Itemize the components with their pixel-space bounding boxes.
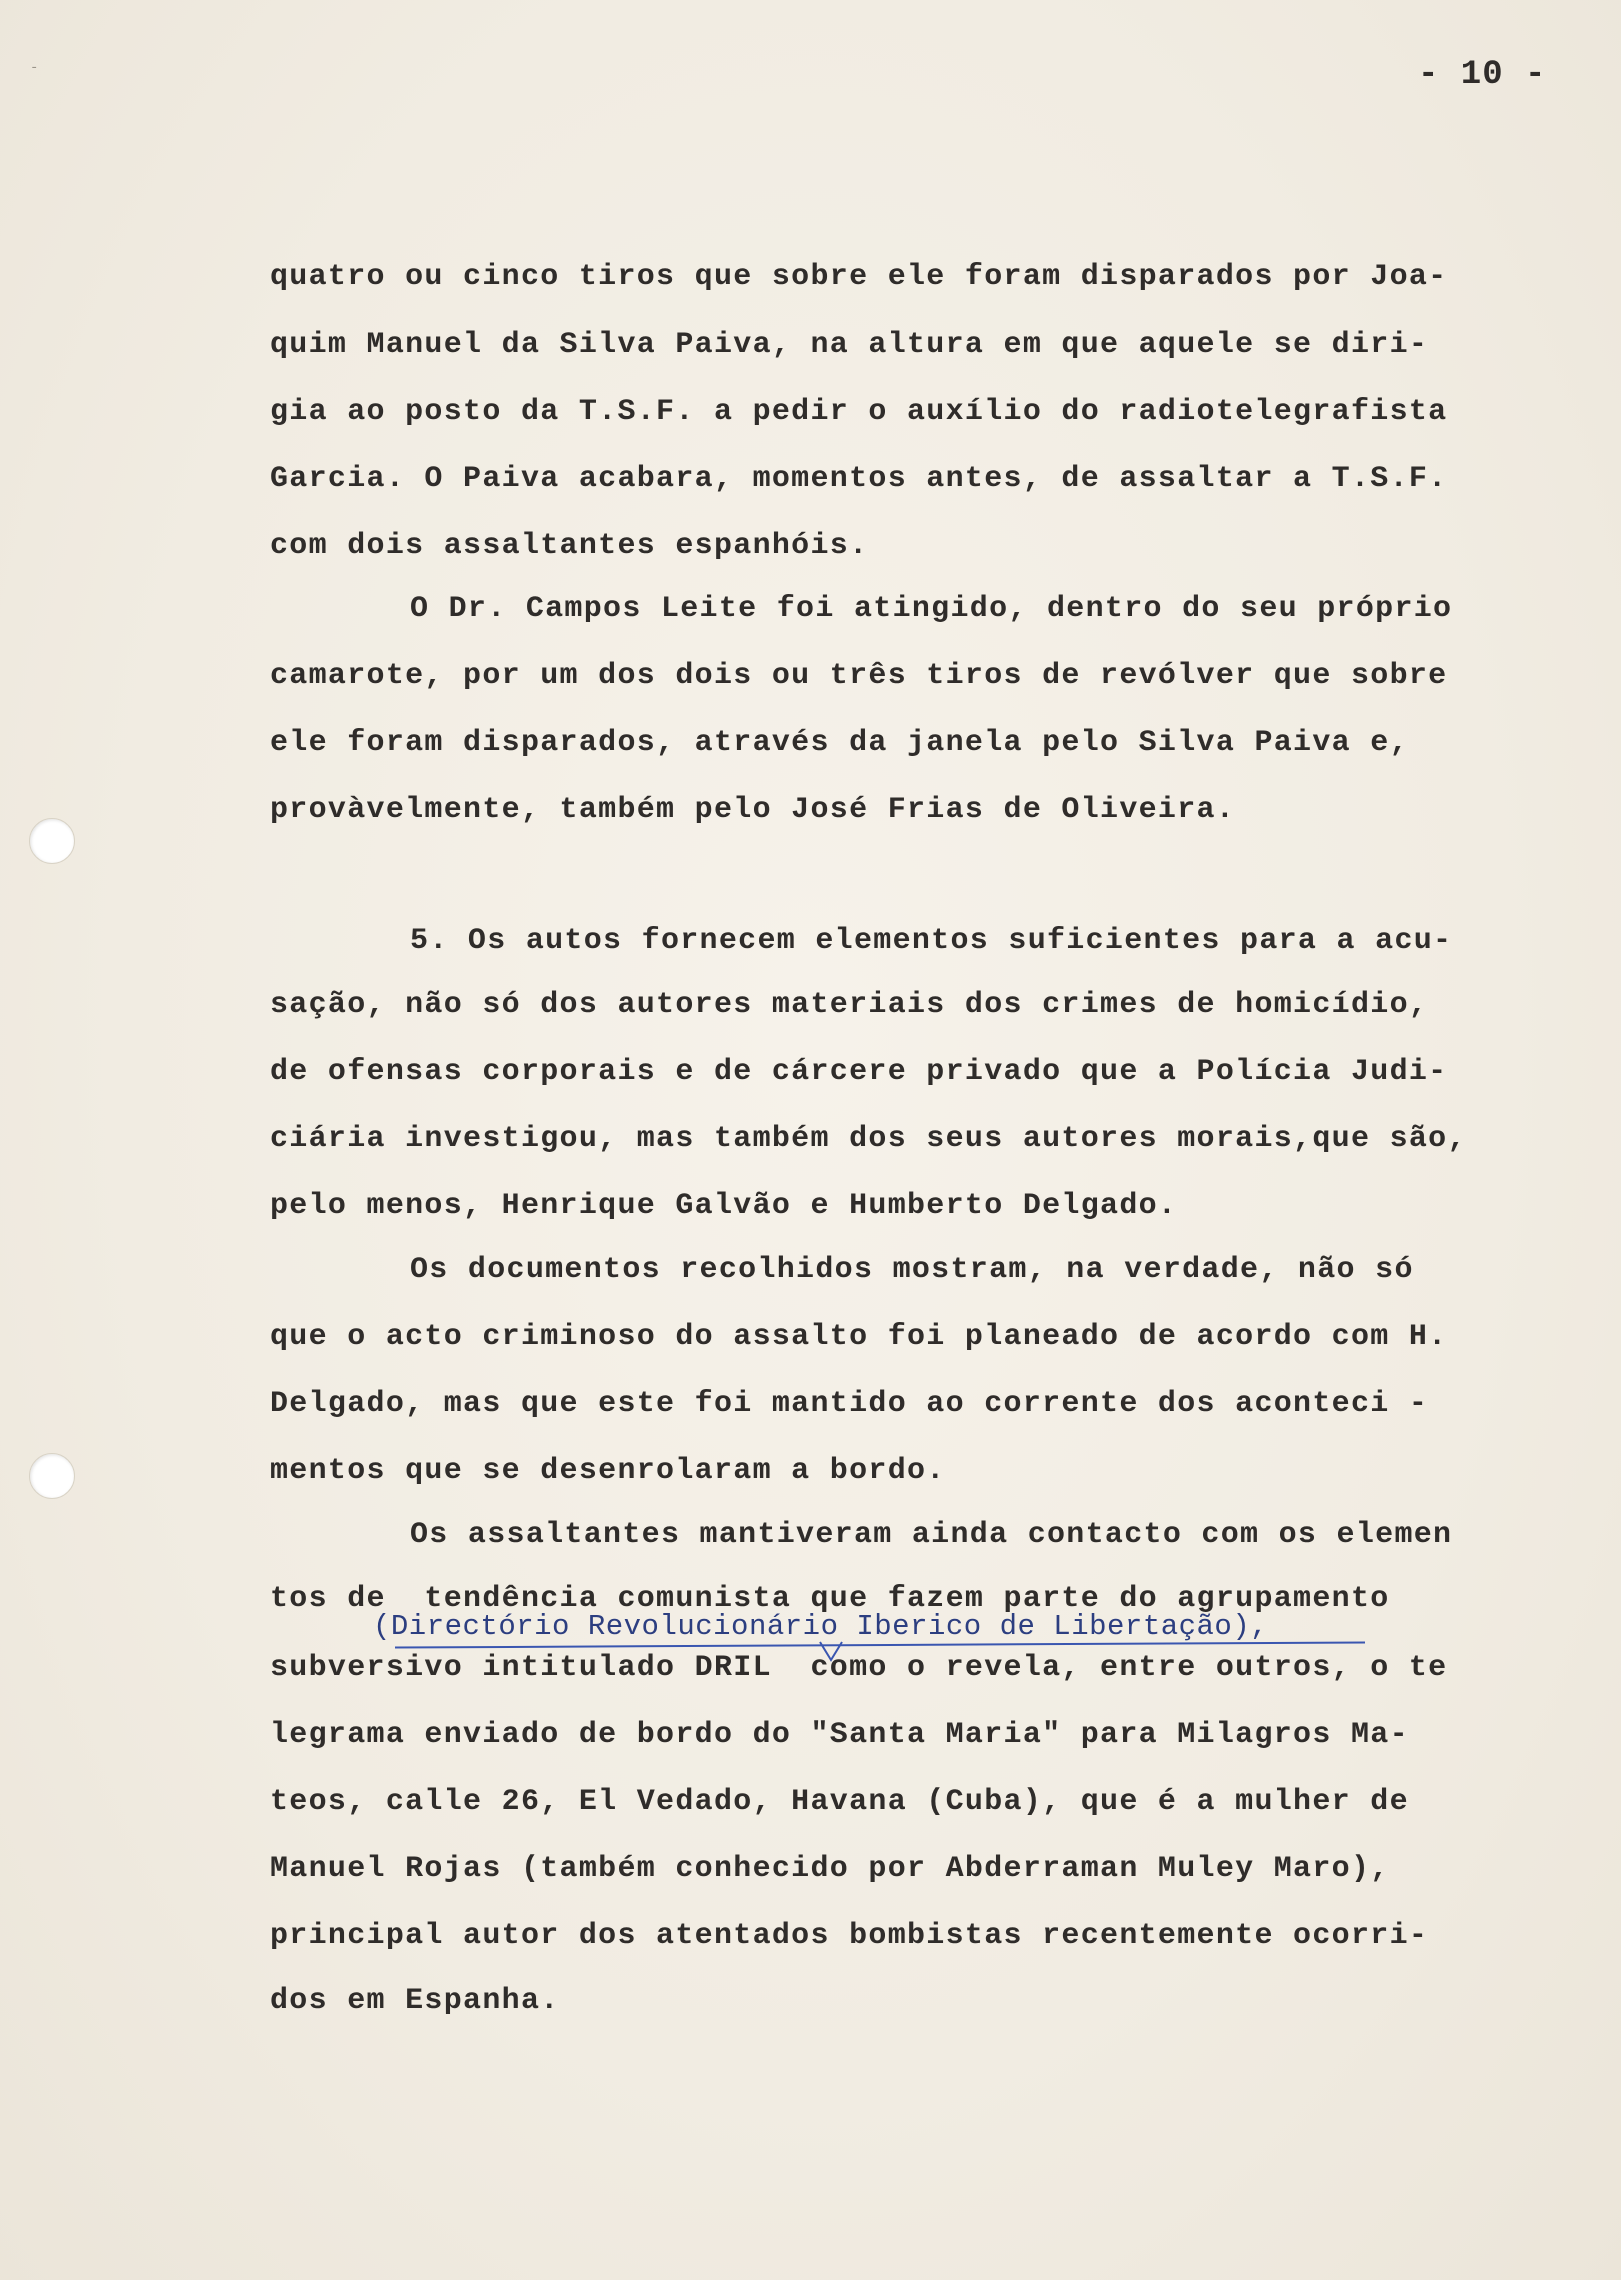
text-line: teos, calle 26, El Vedado, Havana (Cuba), que é a mulher de <box>270 1785 1409 1819</box>
text-line: Delgado, mas que este foi mantido ao corrente dos aconteci - <box>270 1387 1429 1421</box>
text-line: O Dr. Campos Leite foi atingido, dentro do seu próprio <box>410 592 1453 626</box>
text-line: dos em Espanha. <box>270 1984 560 2018</box>
text-line: de ofensas corporais e de cárcere privado que a Polícia Judi- <box>270 1055 1448 1089</box>
text-line: gia ao posto da T.S.F. a pedir o auxílio do radiotelegrafista <box>270 395 1448 429</box>
text-line: sação, não só dos autores materiais dos crimes de homicídio, <box>270 988 1429 1022</box>
text-line: ele foram disparados, através da janela pelo Silva Paiva e, <box>270 726 1409 760</box>
text-line: 5. Os autos fornecem elementos suficientes para a acu- <box>410 924 1453 958</box>
text-line: quatro ou cinco tiros que sobre ele foram disparados por Joa- <box>270 260 1448 294</box>
text-line: ciária investigou, mas também dos seus autores morais,que são, <box>270 1122 1467 1156</box>
text-line: quim Manuel da Silva Paiva, na altura em que aquele se diri- <box>270 328 1429 362</box>
text-line: legrama enviado de bordo do "Santa Maria" para Milagros Ma- <box>270 1718 1409 1752</box>
corner-mark: - <box>30 60 39 76</box>
text-line: mentos que se desenrolaram a bordo. <box>270 1454 946 1488</box>
text-line: Manuel Rojas (também conhecido por Abderraman Muley Maro), <box>270 1852 1390 1886</box>
handwritten-annotation: (Directório Revolucionário Iberico de Libertação), <box>373 1610 1269 1643</box>
text-line: com dois assaltantes espanhóis. <box>270 529 869 563</box>
punch-hole-bottom <box>29 1453 75 1499</box>
text-line: principal autor dos atentados bombistas recentemente ocorri- <box>270 1919 1429 1953</box>
text-line: provàvelmente, também pelo José Frias de Oliveira. <box>270 793 1236 827</box>
page-number: - 10 - <box>1418 56 1547 94</box>
text-line: Garcia. O Paiva acabara, momentos antes, de assaltar a T.S.F. <box>270 462 1448 496</box>
punch-hole-top <box>29 818 75 864</box>
text-line: pelo menos, Henrique Galvão e Humberto Delgado. <box>270 1189 1178 1223</box>
text-line: Os assaltantes mantiveram ainda contacto com os elemen <box>410 1518 1453 1552</box>
text-line: Os documentos recolhidos mostram, na verdade, não só <box>410 1253 1414 1287</box>
text-line: subversivo intitulado DRIL como o revela, entre outros, o te <box>270 1651 1448 1685</box>
text-line: tos de tendência comunista que fazem parte do agrupamento <box>270 1582 1390 1616</box>
text-line: camarote, por um dos dois ou três tiros de revólver que sobre <box>270 659 1448 693</box>
text-line: que o acto criminoso do assalto foi planeado de acordo com H. <box>270 1320 1448 1354</box>
